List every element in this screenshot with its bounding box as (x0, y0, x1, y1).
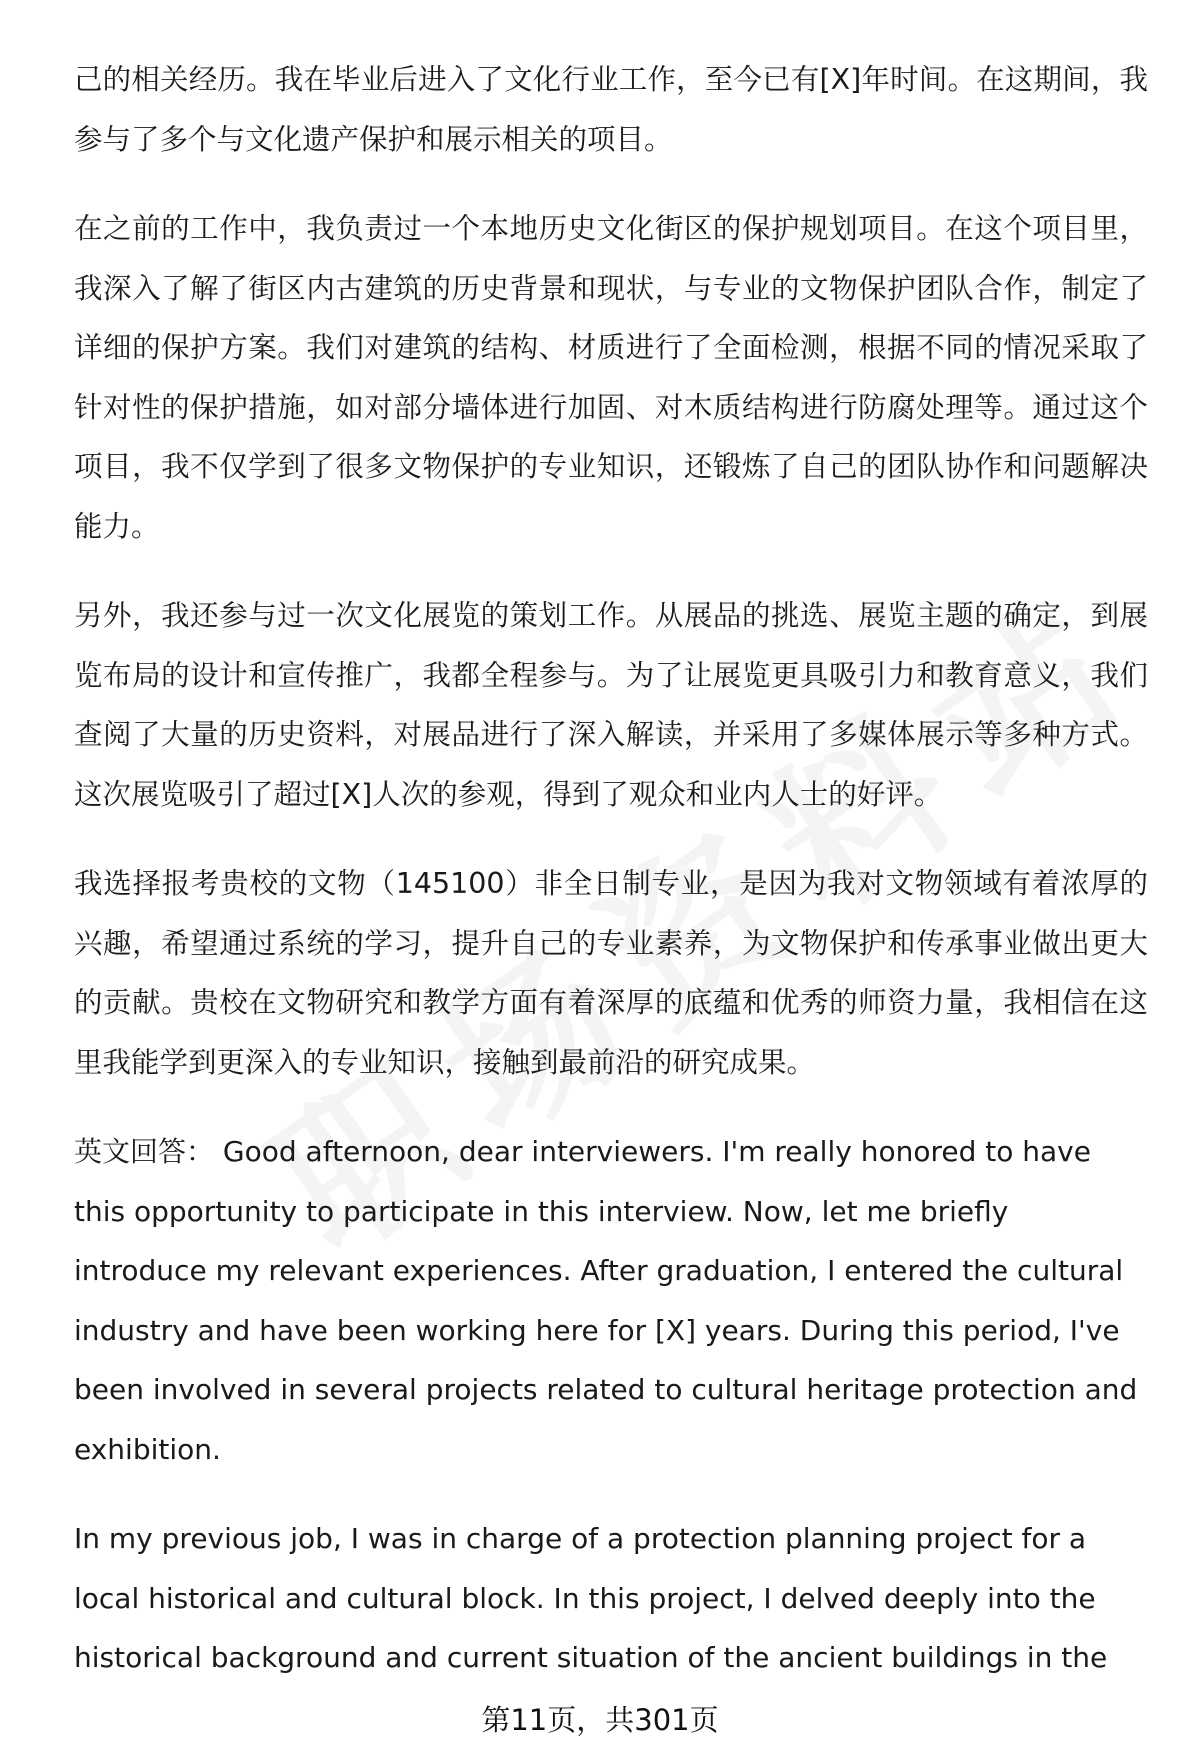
page-number-footer: 第11页，共301页 (481, 1703, 719, 1737)
english-answer-label: 英文回答： (74, 1135, 215, 1168)
document-body (74, 50, 1148, 1718)
paragraph-application-reason: 我选择报考贵校的文物（145100）非全日制专业，是因为我对文物领域有着浓厚的兴趣，希望通过系统的学习，提升自己的专业素养，为文物保护和传承事业做出更大的贡献。贵校在文物研究和教学方面有着深厚的底蕴和优秀的师资力量，我相信在这里我能学到更深入的专业知识，接触到最前沿的研究成果。 (74, 867, 1148, 1079)
paragraph-intro-continuation: 己的相关经历。我在毕业后进入了文化行业工作，至今已有[X]年时间。在这期间，我参与了多个与文化遗产保护和展示相关的项目。 (74, 63, 1148, 156)
paragraph-english-answer (74, 1122, 1148, 1479)
english-answer-text: Good afternoon, dear interviewers. I'm really honored to have this opportunity to participate in this interview. Now, let me briefly introduce my relevant experiences. After graduation, I entered the cultural industry and have been working here for [X] years. During this period, I've been involved in several projects related to cultural heritage protection and exhibition. (74, 1135, 1138, 1466)
paragraph-protection-project: 在之前的工作中，我负责过一个本地历史文化街区的保护规划项目。在这个项目里，我深入了解了街区内古建筑的历史背景和现状，与专业的文物保护团队合作，制定了详细的保护方案。我们对建筑的结构、材质进行了全面检测，根据不同的情况采取了针对性的保护措施，如对部分墙体进行加固、对木质结构进行防腐处理等。通过这个项目，我不仅学到了很多文物保护的专业知识，还锻炼了自己的团队协作和问题解决能力。 (74, 212, 1148, 543)
paragraph-english-previous-job: In my previous job, I was in charge of a protection planning project for a local historical and cultural block. In this project, I delved deeply into the historical background and current situation of the ancient buildings in the (74, 1522, 1108, 1674)
paragraph-exhibition-project: 另外，我还参与过一次文化展览的策划工作。从展品的挑选、展览主题的确定，到展览布局的设计和宣传推广，我都全程参与。为了让展览更具吸引力和教育意义，我们查阅了大量的历史资料，对展品进行了深入解读，并采用了多媒体展示等多种方式。这次展览吸引了超过[X]人次的参观，得到了观众和业内人士的好评。 (74, 599, 1148, 811)
